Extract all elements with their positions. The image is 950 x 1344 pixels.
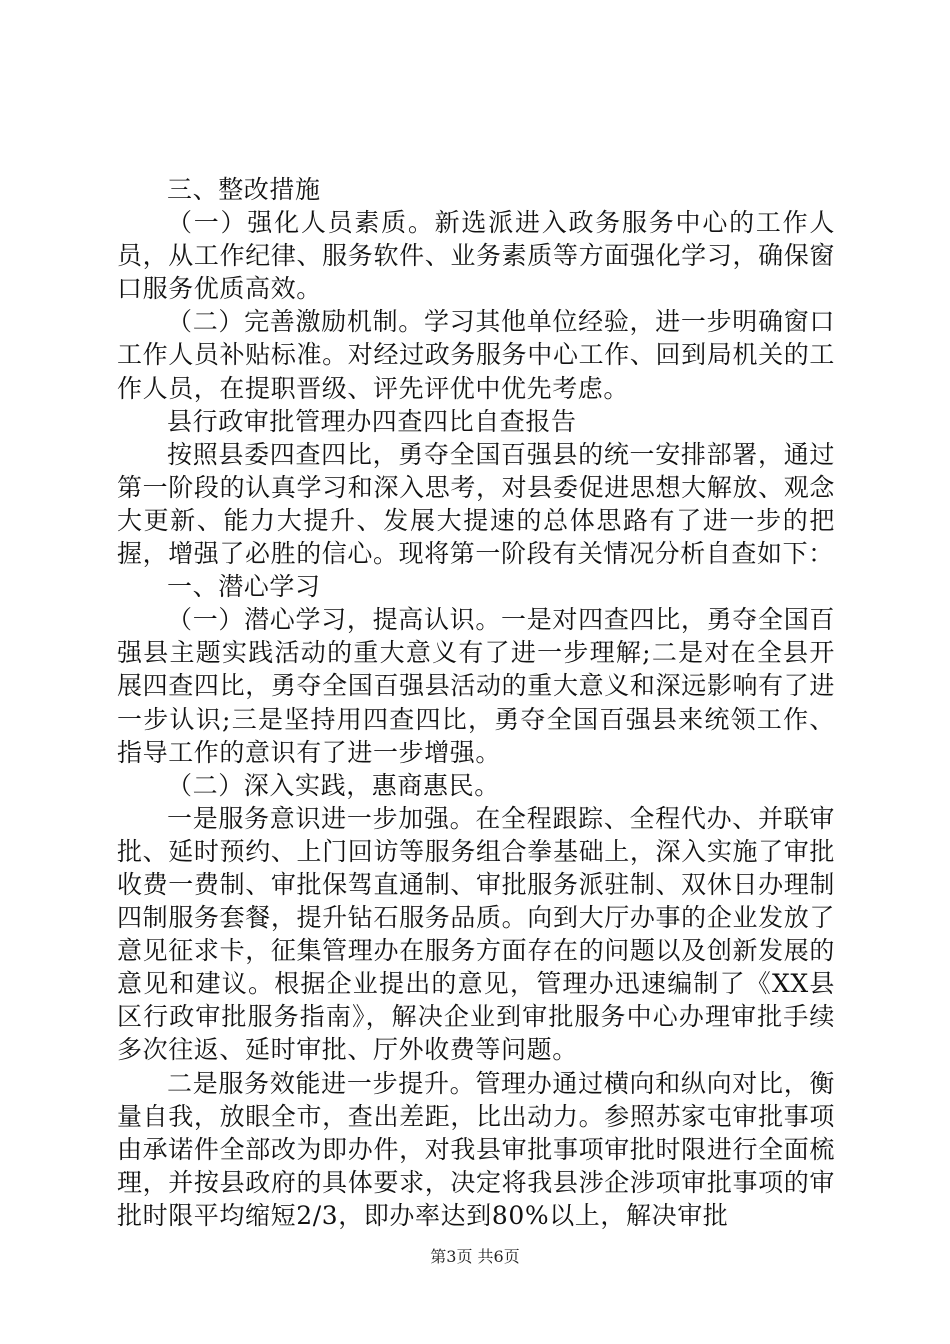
document-body [117, 173, 835, 1232]
page-footer: 第3页 共6页 [430, 1247, 520, 1266]
paragraph-incentive-mechanism: （二）完善激励机制。学习其他单位经验，进一步明确窗口工作人员补贴标准。对经过政务服务中心工作、回到局机关的工作人员，在提职晋级、评先评优中优先考虑。 [117, 307, 835, 403]
paragraph-service-awareness: 一是服务意识进一步加强。在全程跟踪、全程代办、并联审批、延时预约、上门回访等服务组合拳基础上，深入实施了审批收费一费制、审批保驾直通制、审批服务派驻制、双休日办理制四制服务套餐，提升钻石服务品质。向到大厅办事的企业发放了意见征求卡，征集管理办在服务方面存在的问题以及创新发展的意见和建议。根据企业提出的意见，管理办迅速编制了《XX县区行政审批服务指南》，解决企业到审批服务中心办理审批手续多次往返、延时审批、厅外收费等问题。 [117, 803, 835, 1065]
paragraph-staff-quality: （一）强化人员素质。新选派进入政务服务中心的工作人员，从工作纪律、服务软件、业务素质等方面强化学习，确保窗口服务优质高效。 [117, 208, 835, 304]
subheading-practice: （二）深入实践，惠商惠民。 [167, 770, 500, 800]
paragraph-service-efficiency: 二是服务效能进一步提升。管理办通过横向和纵向对比，衡量自我，放眼全市，查出差距，比出动力。参照苏家屯审批事项由承诺件全部改为即办件，对我县审批事项审批时限进行全面梳理，并按县政府的具体要求，决定将我县涉企涉项审批事项的审批时限平均缩短2/3，即办率达到80%以上，解决审批 [117, 1068, 835, 1230]
report-title: 县行政审批管理办四查四比自查报告 [167, 406, 577, 436]
section-heading-study: 一、潜心学习 [167, 572, 321, 602]
paragraph-introduction: 按照县委四查四比，勇夺全国百强县的统一安排部署，通过第一阶段的认真学习和深入思考，对县委促进思想大解放、观念大更新、能力大提升、发展大提速的总体思路有了进一步的把握，增强了必胜的信心。现将第一阶段有关情况分析自查如下： [117, 439, 835, 569]
section-heading-rectification: 三、整改措施 [167, 175, 321, 204]
paragraph-improve-awareness: （一）潜心学习，提高认识。一是对四查四比，勇夺全国百强县主题实践活动的重大意义有了进一步理解;二是对在全县开展四查四比，勇夺全国百强县活动的重大意义和深远影响有了进一步认识;三是坚持用四查四比，勇夺全国百强县来统领工作、指导工作的意识有了进一步增强。 [117, 605, 835, 767]
